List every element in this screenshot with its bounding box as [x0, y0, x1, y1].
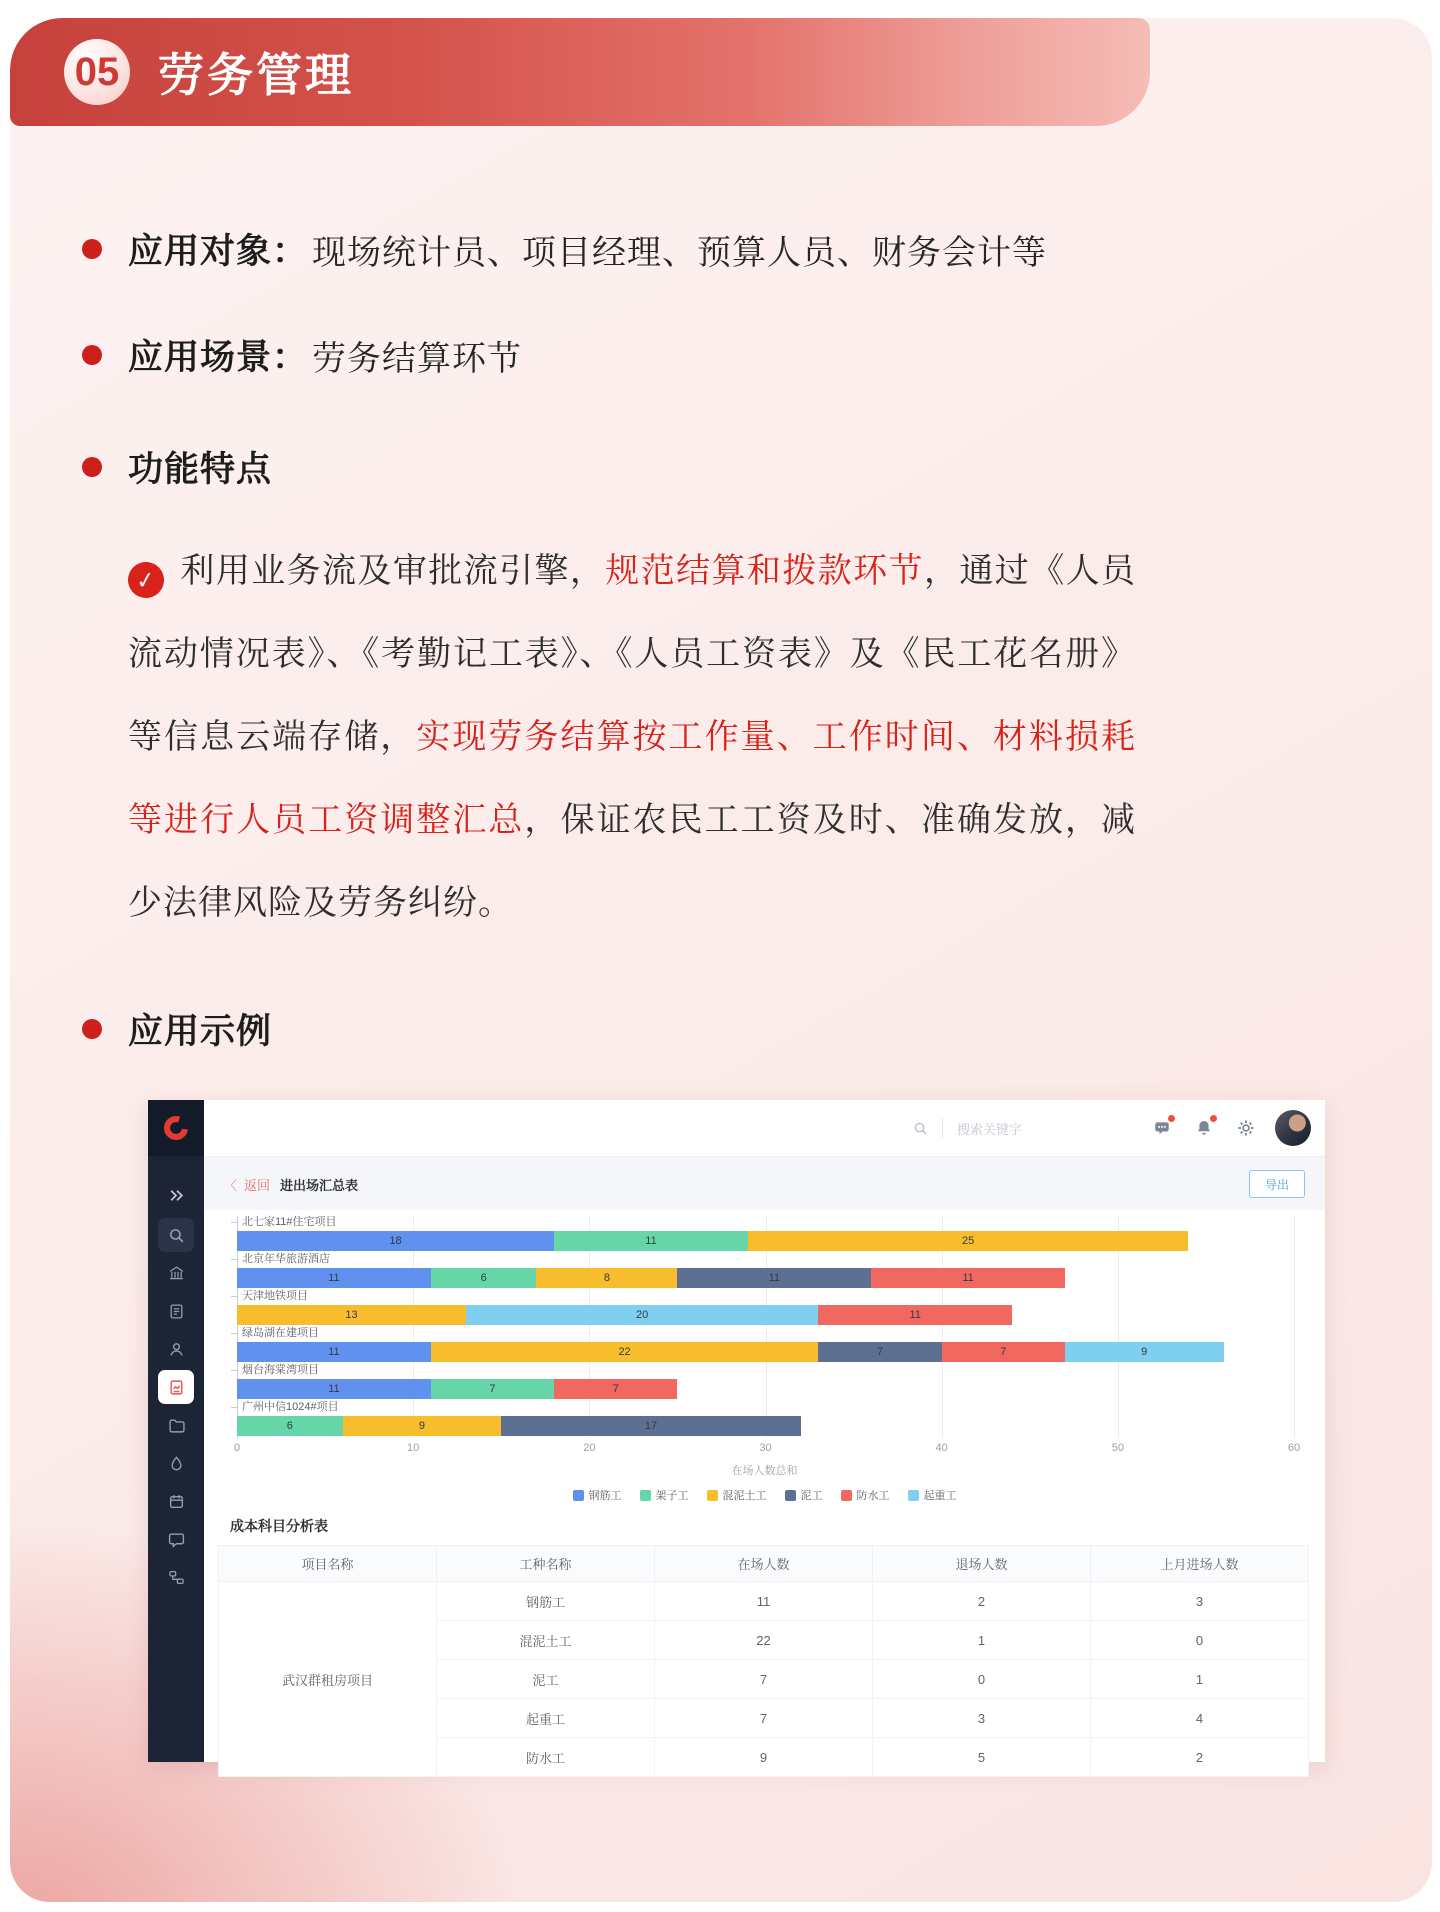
- app-topbar: [204, 1100, 1325, 1157]
- table-cell-exited: 3: [873, 1699, 1091, 1738]
- bullet-label: 应用示例: [128, 1012, 273, 1051]
- bar-segment-防水工: 7: [554, 1379, 677, 1399]
- table-cell-type: 钢筋工: [437, 1582, 655, 1621]
- chart-legend: [204, 1487, 1325, 1503]
- legend-label: 泥工: [800, 1490, 823, 1502]
- bullet-label: 功能特点: [128, 450, 273, 489]
- bullet-text: 劳务结算环节: [312, 339, 523, 378]
- app-logo[interactable]: [148, 1100, 204, 1156]
- stacked-bar: [237, 1379, 1294, 1399]
- axis-tick: [231, 1222, 237, 1223]
- bullet-dot: [82, 457, 102, 477]
- messages-icon[interactable]: [1153, 1119, 1171, 1137]
- check-icon: ✓: [126, 559, 167, 600]
- x-tick-label: 20: [583, 1442, 596, 1454]
- bar-category-label: 天津地铁项目: [242, 1290, 308, 1302]
- bullet-row-features: [82, 442, 272, 492]
- table-cell-type: 起重工: [437, 1699, 655, 1738]
- bar-segment-架子工: 6: [431, 1268, 537, 1288]
- table-cell-onsite: 11: [655, 1582, 873, 1621]
- legend-item-防水工[interactable]: [841, 1487, 890, 1503]
- sidebar-item-report-icon[interactable]: [158, 1370, 194, 1404]
- bank-icon: [168, 1265, 185, 1282]
- calendar-icon: [168, 1493, 185, 1510]
- chart-bar-row: [237, 1401, 1294, 1438]
- analysis-table-wrap: [218, 1545, 1309, 1777]
- analysis-table: [218, 1545, 1309, 1777]
- axis-tick: [231, 1259, 237, 1260]
- user-icon: [168, 1341, 185, 1358]
- table-cell-onsite: 22: [655, 1621, 873, 1660]
- content-panel: [204, 1210, 1325, 1766]
- chat-square-icon: [168, 1531, 185, 1548]
- sidebar-item-calendar-icon[interactable]: [158, 1484, 194, 1518]
- notification-dot: [1168, 1115, 1175, 1122]
- bar-segment-钢筋工: 11: [237, 1268, 431, 1288]
- x-tick-label: 30: [759, 1442, 772, 1454]
- bar-segment-泥工: 7: [818, 1342, 941, 1362]
- bar-category-label: 北七家11#住宅项目: [242, 1216, 337, 1228]
- legend-swatch: [908, 1490, 919, 1501]
- table-cell-exited: 1: [873, 1621, 1091, 1660]
- x-tick-label: 0: [233, 1442, 241, 1454]
- page-card: [10, 18, 1432, 1902]
- app-screenshot: [148, 1100, 1325, 1766]
- x-axis-ticks: [233, 1442, 1301, 1456]
- stacked-bar: [237, 1305, 1294, 1325]
- flow-icon: [168, 1569, 185, 1586]
- table-cell-exited: 5: [873, 1738, 1091, 1777]
- bar-segment-钢筋工: 11: [237, 1342, 431, 1362]
- legend-label: 防水工: [856, 1490, 890, 1502]
- sidebar-item-flow-icon[interactable]: [158, 1560, 194, 1594]
- table-cell-last_month: 2: [1091, 1738, 1309, 1777]
- table-cell-type: 泥工: [437, 1660, 655, 1699]
- bullet-label: 应用对象：: [128, 232, 309, 271]
- sidebar-item-drop-icon[interactable]: [158, 1446, 194, 1480]
- table-cell-type: 混泥土工: [437, 1621, 655, 1660]
- table-cell-type: 防水工: [437, 1738, 655, 1777]
- stacked-bar: [237, 1342, 1294, 1362]
- bar-segment-混泥土工: 22: [431, 1342, 819, 1362]
- legend-swatch: [841, 1490, 852, 1501]
- sidebar-item-folder-icon[interactable]: [158, 1408, 194, 1442]
- export-button[interactable]: 导出: [1249, 1170, 1305, 1198]
- double-chevron-icon: [168, 1187, 185, 1204]
- x-tick-label: 10: [407, 1442, 420, 1454]
- legend-item-泥工[interactable]: [785, 1487, 823, 1503]
- table-header-cell: 退场人数: [873, 1546, 1091, 1582]
- legend-swatch: [707, 1490, 718, 1501]
- divider: [942, 1118, 943, 1138]
- gridline: [1294, 1216, 1295, 1438]
- legend-item-起重工[interactable]: [908, 1487, 957, 1503]
- bar-segment-防水工: 11: [871, 1268, 1065, 1288]
- bar-segment-防水工: 7: [942, 1342, 1065, 1362]
- page-breadcrumb-title: 进出场汇总表: [280, 1177, 359, 1193]
- stacked-bar: [237, 1231, 1294, 1251]
- sidebar-item-search-icon[interactable]: [158, 1218, 194, 1252]
- table-cell-onsite: 9: [655, 1738, 873, 1777]
- bar-segment-泥工: 11: [677, 1268, 871, 1288]
- table-header-cell: 项目名称: [219, 1546, 437, 1582]
- document-icon: [168, 1303, 185, 1320]
- report-icon: [168, 1379, 185, 1396]
- legend-label: 混泥土工: [722, 1490, 767, 1502]
- bullet-dot: [82, 1019, 102, 1039]
- chart-bar-row: [237, 1216, 1294, 1253]
- chart-bar-row: [237, 1364, 1294, 1401]
- bar-category-label: 北京年华旅游酒店: [242, 1253, 330, 1265]
- legend-label: 钢筋工: [588, 1490, 622, 1502]
- sidebar-item-chat-square-icon[interactable]: [158, 1522, 194, 1556]
- search-icon: [168, 1227, 185, 1244]
- table-cell-exited: 0: [873, 1660, 1091, 1699]
- project-name-cell: 武汉群租房项目: [219, 1582, 437, 1777]
- bar-segment-起重工: 9: [1065, 1342, 1224, 1362]
- bullet-dot: [82, 239, 102, 259]
- x-tick-label: 60: [1287, 1442, 1301, 1454]
- stacked-bar: [237, 1416, 1294, 1436]
- user-avatar[interactable]: [1275, 1110, 1311, 1146]
- legend-swatch: [785, 1490, 796, 1501]
- sidebar-item-document-icon[interactable]: [158, 1294, 194, 1328]
- bar-segment-混泥土工: 25: [748, 1231, 1188, 1251]
- table-row: [219, 1582, 1309, 1621]
- table-cell-onsite: 7: [655, 1660, 873, 1699]
- drop-icon: [168, 1455, 185, 1472]
- table-title: 成本科目分析表: [230, 1518, 328, 1534]
- axis-tick: [231, 1296, 237, 1297]
- bar-segment-架子工: 6: [237, 1416, 343, 1436]
- gear-icon[interactable]: [1237, 1119, 1255, 1137]
- bell-icon[interactable]: [1195, 1119, 1213, 1137]
- table-cell-last_month: 0: [1091, 1621, 1309, 1660]
- bar-segment-防水工: 11: [818, 1305, 1012, 1325]
- feature-text: 利用业务流及审批流引擎，: [180, 552, 606, 590]
- stacked-bar-chart: [237, 1216, 1294, 1438]
- bullet-row-example: [82, 1004, 272, 1054]
- x-tick-label: 40: [935, 1442, 948, 1454]
- bar-category-label: 绿岛湖在建项目: [242, 1327, 319, 1339]
- table-cell-last_month: 3: [1091, 1582, 1309, 1621]
- bullet-text: 现场统计员、项目经理、预算人员、财务会计等: [312, 233, 1048, 272]
- bar-segment-钢筋工: 18: [237, 1231, 554, 1251]
- bar-category-label: 烟台海棠湾项目: [242, 1364, 319, 1376]
- sidebar-item-double-chevron-icon[interactable]: [158, 1178, 194, 1212]
- bullet-row-scenario: [82, 330, 522, 380]
- feature-text: ，保证农民工工资及时、准确发放，减少法律风险及劳务纠纷。: [128, 801, 1137, 922]
- bullet-label: 应用场景：: [128, 338, 309, 377]
- table-header-cell: 上月进场人数: [1091, 1546, 1309, 1582]
- chart-bar-row: [237, 1290, 1294, 1327]
- table-cell-exited: 2: [873, 1582, 1091, 1621]
- table-cell-last_month: 4: [1091, 1699, 1309, 1738]
- bullet-dot: [82, 345, 102, 365]
- bar-segment-混泥土工: 8: [536, 1268, 677, 1288]
- feature-text-highlight: 规范结算和拨款环节: [605, 552, 924, 590]
- chart-bar-row: [237, 1253, 1294, 1290]
- table-header-cell: 工种名称: [437, 1546, 655, 1582]
- stacked-bar: [237, 1268, 1294, 1288]
- bar-segment-起重工: 20: [466, 1305, 818, 1325]
- section-number-badge: 05: [64, 39, 130, 105]
- bar-segment-架子工: 7: [431, 1379, 554, 1399]
- bar-segment-钢筋工: 11: [237, 1379, 431, 1399]
- table-header-cell: 在场人数: [655, 1546, 873, 1582]
- bar-segment-混泥土工: 9: [343, 1416, 502, 1436]
- feature-paragraph: [128, 530, 1136, 945]
- page-title: 劳务管理: [158, 49, 354, 101]
- bar-segment-架子工: 11: [554, 1231, 748, 1251]
- chart-bar-row: [237, 1327, 1294, 1364]
- chevron-left-icon: 〈: [224, 1177, 238, 1193]
- legend-label: 起重工: [923, 1490, 957, 1502]
- search-icon[interactable]: [913, 1121, 928, 1136]
- notification-dot: [1210, 1115, 1217, 1122]
- x-axis-label: 在场人数总和: [731, 1465, 798, 1477]
- legend-item-架子工[interactable]: [640, 1487, 689, 1503]
- table-cell-last_month: 1: [1091, 1660, 1309, 1699]
- bar-segment-泥工: 17: [501, 1416, 800, 1436]
- axis-tick: [231, 1370, 237, 1371]
- bar-segment-混泥土工: 13: [237, 1305, 466, 1325]
- axis-tick: [231, 1407, 237, 1408]
- bar-category-label: 广州中信1024#项目: [242, 1401, 339, 1413]
- legend-item-混泥土工[interactable]: [707, 1487, 767, 1503]
- logo-c-icon: [163, 1115, 189, 1141]
- axis-tick: [231, 1333, 237, 1334]
- search-input[interactable]: 搜索关键字: [957, 1121, 1023, 1137]
- feature-text-highlight: 实现劳务结算按工作量、工作时间、材料损耗等进行人员工资调整汇总: [128, 718, 1136, 839]
- feature-text: ，通过《人员流动情况表》、《考勤记工表》、《人员工资表》及《民工花名册》等信息云端存储，: [128, 552, 1137, 756]
- app-sidebar: [148, 1100, 204, 1762]
- sidebar-item-user-icon[interactable]: [158, 1332, 194, 1366]
- sidebar-item-bank-icon[interactable]: [158, 1256, 194, 1290]
- legend-swatch: [573, 1490, 584, 1501]
- legend-item-钢筋工[interactable]: [573, 1487, 622, 1503]
- folder-icon: [168, 1417, 185, 1434]
- x-tick-label: 50: [1111, 1442, 1124, 1454]
- app-main: [204, 1100, 1325, 1766]
- bullet-row-target-users: [82, 224, 1047, 274]
- section-header: [10, 18, 1150, 126]
- back-link[interactable]: 〈 返回: [224, 1177, 271, 1193]
- legend-swatch: [640, 1490, 651, 1501]
- breadcrumb: [204, 1157, 1325, 1211]
- legend-label: 架子工: [655, 1490, 689, 1502]
- table-cell-onsite: 7: [655, 1699, 873, 1738]
